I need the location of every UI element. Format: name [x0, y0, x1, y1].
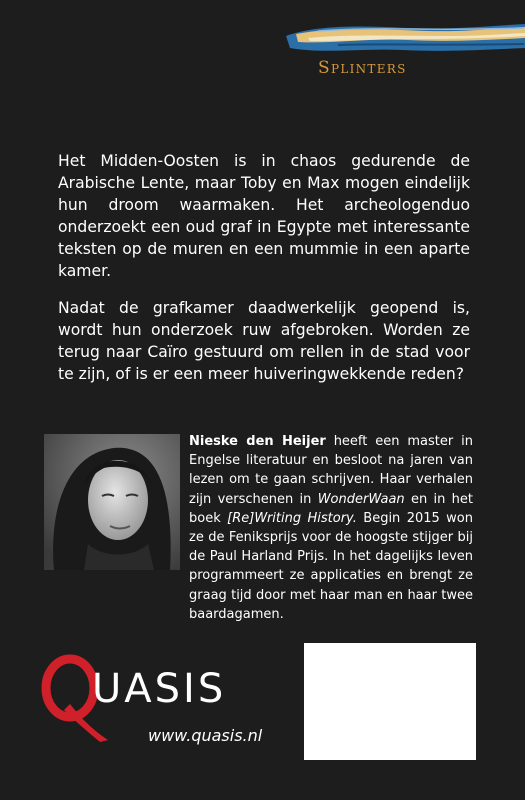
bio-text-1: heeft een master in Engelse literatuur en besloot na jaren van lezen om te gaan schrijven. Haar verhalen zijn verschenen in [189, 434, 473, 507]
blurb-paragraph-1: Het Midden-Oosten is in chaos gedurende de Arabische Lente, maar Toby en Max mogen eindelijk hun droom waarmaken. Het archeologenduo onderzoekt een oud graf in Egypte met interessante teksten op de muren en een mummie in een aparte kamer. [58, 152, 470, 280]
bio-text-3: Begin 2015 won ze de Feniksprijs voor de hoogste stijger bij de Paul Harland Prijs. In het dagelijks leven programmeert ze applicaties en brengt ze graag tijd door met haar man en haar twee baardagamen. [189, 510, 473, 622]
publisher-url[interactable]: www.quasis.nl [148, 726, 263, 745]
series-label: Splinters [318, 58, 407, 78]
author-name: Nieske den Heijer [189, 434, 326, 449]
bio-italic-2: [Re]Writing History. [227, 510, 357, 526]
barcode-placeholder [304, 643, 476, 760]
bio-text-2: en in het boek [189, 491, 473, 526]
bio-italic-1: WonderWaan [317, 491, 405, 507]
series-banner [278, 14, 525, 88]
author-bio [189, 432, 473, 624]
blurb-paragraph-2: Nadat de grafkamer daadwerkelijk geopend is, wordt hun onderzoek ruw afgebroken. Worden ze terug naar Caïro gestuurd om rellen in de stad voor te zijn, of is er een meer huiveringwekkende reden? [58, 299, 470, 383]
publisher-logo [40, 652, 270, 752]
author-portrait [44, 434, 180, 570]
logo-wordmark: UASIS [92, 666, 227, 712]
brush-stroke-graphic [278, 14, 525, 64]
